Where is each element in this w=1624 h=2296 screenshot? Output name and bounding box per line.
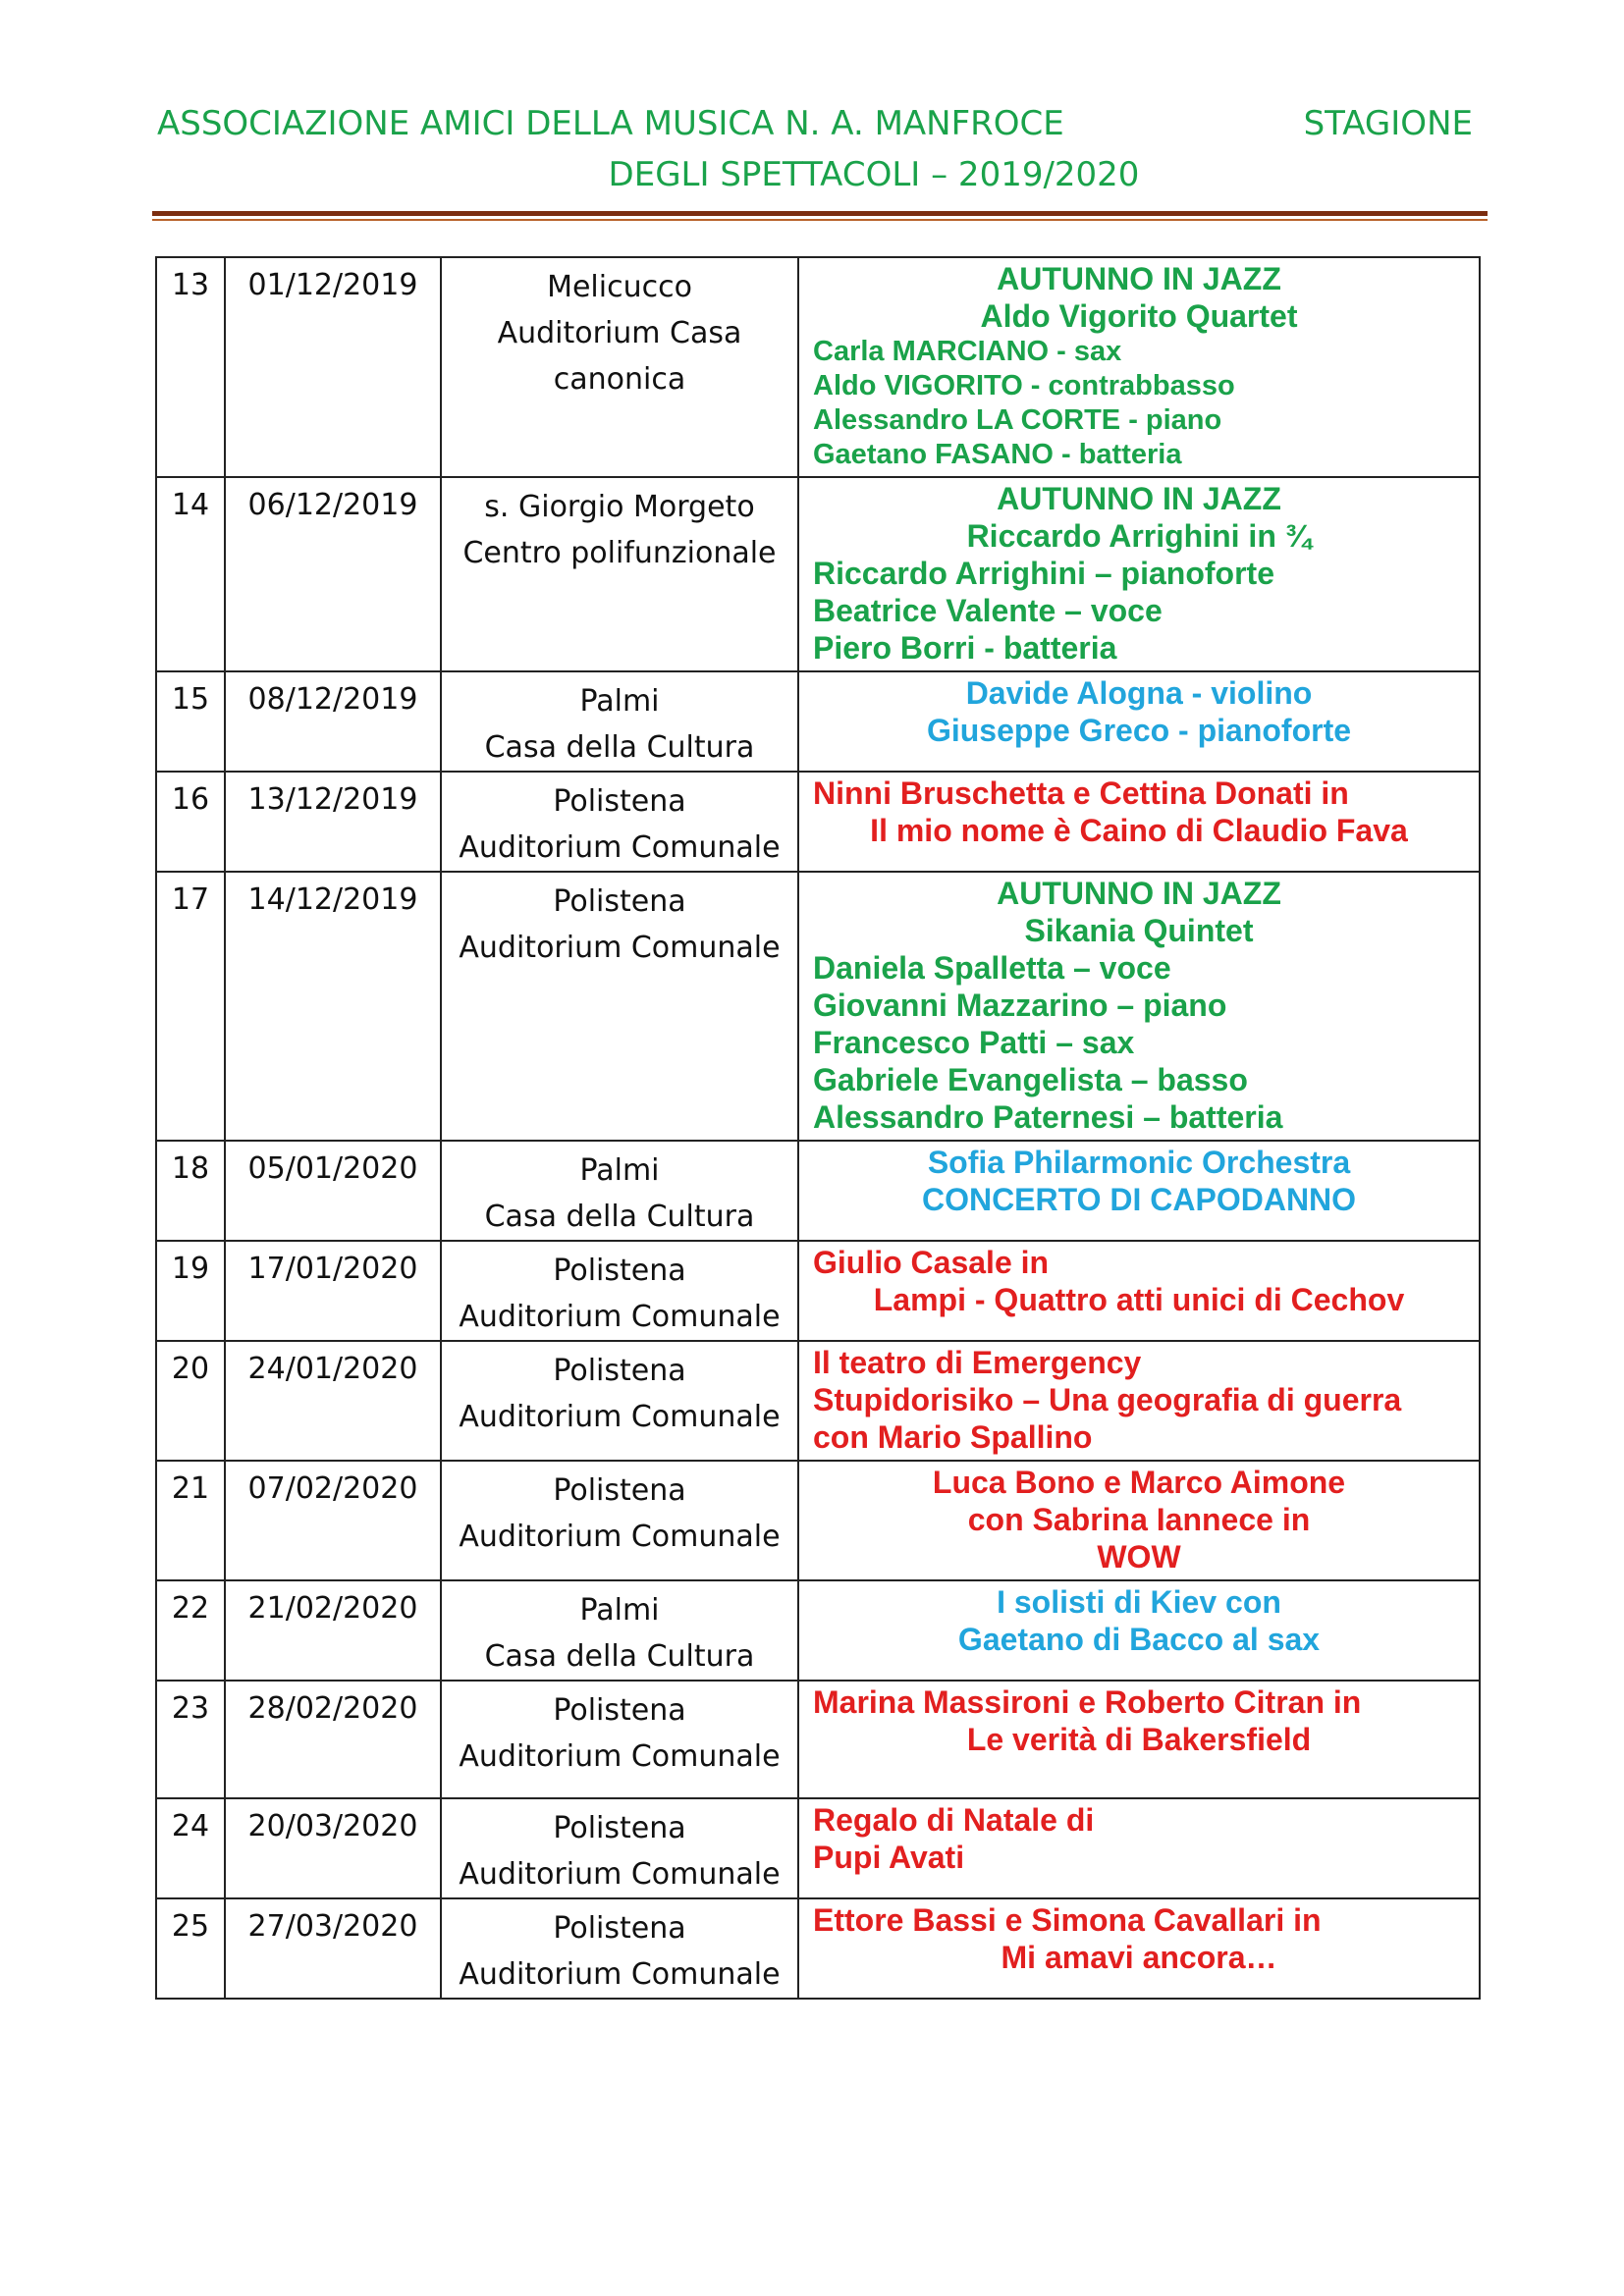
description-line: Riccardo Arrighini in ¾ (966, 518, 1312, 554)
event-date: 08/12/2019 (225, 671, 441, 772)
venue-line: Casa della Cultura (484, 1200, 755, 1234)
event-number: 25 (156, 1898, 225, 1999)
header-line-1 (157, 98, 1473, 149)
venue-line: Melicucco (547, 270, 692, 304)
description-line: Ninni Bruschetta e Cettina Donati in (813, 775, 1349, 811)
event-date: 14/12/2019 (225, 872, 441, 1141)
venue-line: Auditorium Casa (497, 316, 742, 350)
schedule-table (155, 256, 1481, 2000)
venue-line: Casa della Cultura (484, 1639, 755, 1674)
venue-line: Polistena (553, 1254, 686, 1288)
event-description (798, 671, 1480, 772)
description-line: Piero Borri - batteria (813, 630, 1117, 666)
event-venue (441, 477, 798, 671)
event-venue (441, 772, 798, 872)
event-number: 22 (156, 1580, 225, 1681)
event-date: 28/02/2020 (225, 1681, 441, 1798)
venue-line: canonica (553, 362, 686, 397)
venue-line: Auditorium Comunale (459, 1857, 781, 1892)
event-description (798, 477, 1480, 671)
table-row (156, 1341, 1480, 1461)
description-line: Pupi Avati (813, 1840, 965, 1875)
event-number: 20 (156, 1341, 225, 1461)
event-date: 05/01/2020 (225, 1141, 441, 1241)
table-row (156, 1241, 1480, 1341)
description-line: Alessandro LA CORTE - piano (813, 404, 1222, 436)
event-number: 23 (156, 1681, 225, 1798)
venue-line: Palmi (579, 1593, 660, 1628)
table-row (156, 1461, 1480, 1580)
event-venue (441, 1798, 798, 1898)
description-line: Gaetano FASANO - batteria (813, 439, 1182, 470)
description-line: Giulio Casale in (813, 1245, 1050, 1280)
event-date: 27/03/2020 (225, 1898, 441, 1999)
event-description (798, 1241, 1480, 1341)
venue-line: Auditorium Comunale (459, 1300, 781, 1334)
venue-line: Polistena (553, 884, 686, 919)
event-venue (441, 671, 798, 772)
event-venue (441, 1241, 798, 1341)
event-description (798, 1461, 1480, 1580)
venue-line: Polistena (553, 1473, 686, 1508)
description-line: Riccardo Arrighini – pianoforte (813, 556, 1274, 591)
event-date: 21/02/2020 (225, 1580, 441, 1681)
description-line: AUTUNNO IN JAZZ (997, 261, 1281, 296)
description-line: Il teatro di Emergency (813, 1345, 1142, 1380)
description-line: Gaetano di Bacco al sax (957, 1622, 1321, 1657)
event-venue (441, 1141, 798, 1241)
description-line: Le verità di Bakersfield (966, 1722, 1312, 1757)
description-line: CONCERTO DI CAPODANNO (921, 1182, 1357, 1217)
description-line: Giovanni Mazzarino – piano (813, 988, 1227, 1023)
description-line: Mi amavi ancora… (1001, 1940, 1277, 1975)
event-number: 17 (156, 872, 225, 1141)
season-label: STAGIONE (1303, 104, 1473, 143)
description-line: Regalo di Natale di (813, 1802, 1095, 1838)
description-line: Lampi - Quattro atti unici di Cechov (873, 1282, 1405, 1317)
event-venue (441, 1461, 798, 1580)
venue-line: Auditorium Comunale (459, 1400, 781, 1434)
venue-line: Centro polifunzionale (462, 536, 777, 570)
association-name: ASSOCIAZIONE AMICI DELLA MUSICA N. A. MANFROCE (157, 104, 1064, 143)
table-row (156, 257, 1480, 477)
header-rule-thick (152, 211, 1488, 216)
event-number: 14 (156, 477, 225, 671)
venue-line: Polistena (553, 784, 686, 819)
table-row (156, 1798, 1480, 1898)
description-line: Daniela Spalletta – voce (813, 950, 1171, 986)
description-line: Sofia Philarmonic Orchestra (927, 1145, 1351, 1180)
table-row (156, 872, 1480, 1141)
event-number: 24 (156, 1798, 225, 1898)
description-line: Carla MARCIANO - sax (813, 336, 1122, 367)
event-number: 13 (156, 257, 225, 477)
event-description (798, 1580, 1480, 1681)
table-row (156, 1898, 1480, 1999)
description-line: con Mario Spallino (813, 1419, 1093, 1455)
venue-line: Polistena (553, 1911, 686, 1946)
event-venue (441, 257, 798, 477)
event-number: 21 (156, 1461, 225, 1580)
event-date: 17/01/2020 (225, 1241, 441, 1341)
header-line-2: DEGLI SPETTACOLI – 2019/2020 (608, 155, 1140, 194)
event-number: 19 (156, 1241, 225, 1341)
event-description (798, 1681, 1480, 1798)
description-line: Luca Bono e Marco Aimone (932, 1465, 1346, 1500)
venue-line: Polistena (553, 1354, 686, 1388)
venue-line: Casa della Cultura (484, 730, 755, 765)
description-line: Giuseppe Greco - pianoforte (926, 713, 1352, 748)
event-description (798, 1141, 1480, 1241)
event-date: 01/12/2019 (225, 257, 441, 477)
event-description (798, 1898, 1480, 1999)
description-line: Il mio nome è Caino di Claudio Fava (870, 813, 1408, 848)
venue-line: s. Giorgio Morgeto (484, 490, 755, 524)
event-description (798, 772, 1480, 872)
description-line: Sikania Quintet (1024, 913, 1254, 948)
venue-line: Auditorium Comunale (459, 1957, 781, 1992)
table-row (156, 1141, 1480, 1241)
event-number: 16 (156, 772, 225, 872)
venue-line: Auditorium Comunale (459, 1520, 781, 1554)
event-date: 07/02/2020 (225, 1461, 441, 1580)
event-number: 15 (156, 671, 225, 772)
description-line: WOW (1097, 1539, 1181, 1575)
description-line: Aldo VIGORITO - contrabbasso (813, 370, 1235, 401)
description-line: Beatrice Valente – voce (813, 593, 1163, 628)
description-line: AUTUNNO IN JAZZ (997, 481, 1281, 516)
table-row (156, 772, 1480, 872)
description-line: Alessandro Paternesi – batteria (813, 1099, 1283, 1135)
event-venue (441, 1580, 798, 1681)
venue-line: Polistena (553, 1811, 686, 1845)
table-row (156, 671, 1480, 772)
description-line: Marina Massironi e Roberto Citran in (813, 1684, 1362, 1720)
event-description (798, 1341, 1480, 1461)
event-date: 06/12/2019 (225, 477, 441, 671)
table-row (156, 1580, 1480, 1681)
event-date: 13/12/2019 (225, 772, 441, 872)
table-row (156, 477, 1480, 671)
header-rule-thin (152, 219, 1488, 221)
table-row (156, 1681, 1480, 1798)
event-date: 24/01/2020 (225, 1341, 441, 1461)
event-description (798, 1798, 1480, 1898)
description-line: Francesco Patti – sax (813, 1025, 1135, 1060)
event-description (798, 257, 1480, 477)
venue-line: Polistena (553, 1693, 686, 1728)
description-line: Ettore Bassi e Simona Cavallari in (813, 1902, 1322, 1938)
page-header (157, 98, 1473, 200)
event-venue (441, 872, 798, 1141)
event-date: 20/03/2020 (225, 1798, 441, 1898)
venue-line: Auditorium Comunale (459, 830, 781, 865)
description-line: AUTUNNO IN JAZZ (997, 876, 1281, 911)
venue-line: Auditorium Comunale (459, 931, 781, 965)
event-venue (441, 1898, 798, 1999)
description-line: I solisti di Kiev con (997, 1584, 1281, 1620)
event-venue (441, 1681, 798, 1798)
venue-line: Auditorium Comunale (459, 1739, 781, 1774)
description-line: con Sabrina Iannece in (967, 1502, 1311, 1537)
venue-line: Palmi (579, 1153, 660, 1188)
description-line: Stupidorisiko – Una geografia di guerra (813, 1382, 1402, 1417)
venue-line: Palmi (579, 684, 660, 719)
description-line: Davide Alogna - violino (965, 675, 1313, 711)
event-description (798, 872, 1480, 1141)
description-line: Aldo Vigorito Quartet (980, 298, 1298, 334)
event-venue (441, 1341, 798, 1461)
event-number: 18 (156, 1141, 225, 1241)
description-line: Gabriele Evangelista – basso (813, 1062, 1248, 1097)
